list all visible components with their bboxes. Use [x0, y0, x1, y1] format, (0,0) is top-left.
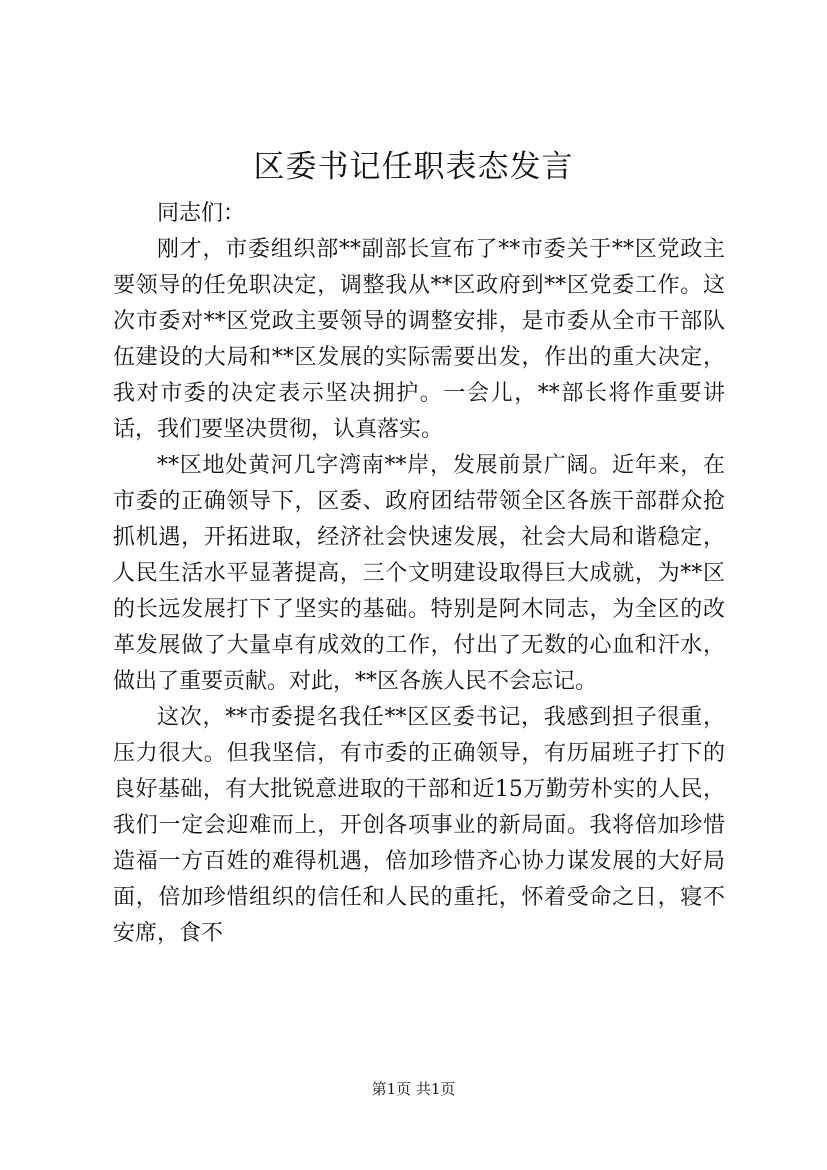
- page-footer: 第1页 共1页: [371, 1080, 456, 1098]
- document-body: [113, 196, 725, 1036]
- document-title: 区委书记任职表态发言: [253, 149, 574, 185]
- paragraph: 刚才，市委组织部**副部长宣布了**市委关于**区党政主要领导的任免职决定，调整我从**区政府到**区党委工作。这次市委对**区党政主要领导的调整安排，是市委从全市干部队伍建设的大局和**区发展的实际需要出发，作出的重大决定，我对市委的决定表示坚决拥护。一会儿，**部长将作重要讲话，我们要坚决贯彻，认真落实。: [113, 237, 725, 442]
- paragraph: 这次，**市委提名我任**区区委书记，我感到担子很重，压力很大。但我坚信，有市委的正确领导，有历届班子打下的良好基础，有大批锐意进取的干部和近15万勤劳朴实的人民，我们一定会迎难而上，开创各项事业的新局面。我将倍加珍惜造福一方百姓的难得机遇，倍加珍惜齐心协力谋发展的大好局面，倍加珍惜组织的信任和人民的重托，怀着受命之日，寝不安席，食不: [113, 705, 725, 946]
- paragraph: **区地处黄河几字湾南**岸，发展前景广阔。近年来，在市委的正确领导下，区委、政府团结带领全区各族干部群众抢抓机遇，开拓进取，经济社会快速发展，社会大局和谐稳定，人民生活水平显著提高，三个文明建设取得巨大成就，为**区的长远发展打下了坚实的基础。特别是阿木同志，为全区的改革发展做了大量卓有成效的工作，付出了无数的心血和汗水，做出了重要贡献。对此，**区各族人民不会忘记。: [113, 453, 725, 694]
- salutation: 同志们：: [157, 201, 246, 226]
